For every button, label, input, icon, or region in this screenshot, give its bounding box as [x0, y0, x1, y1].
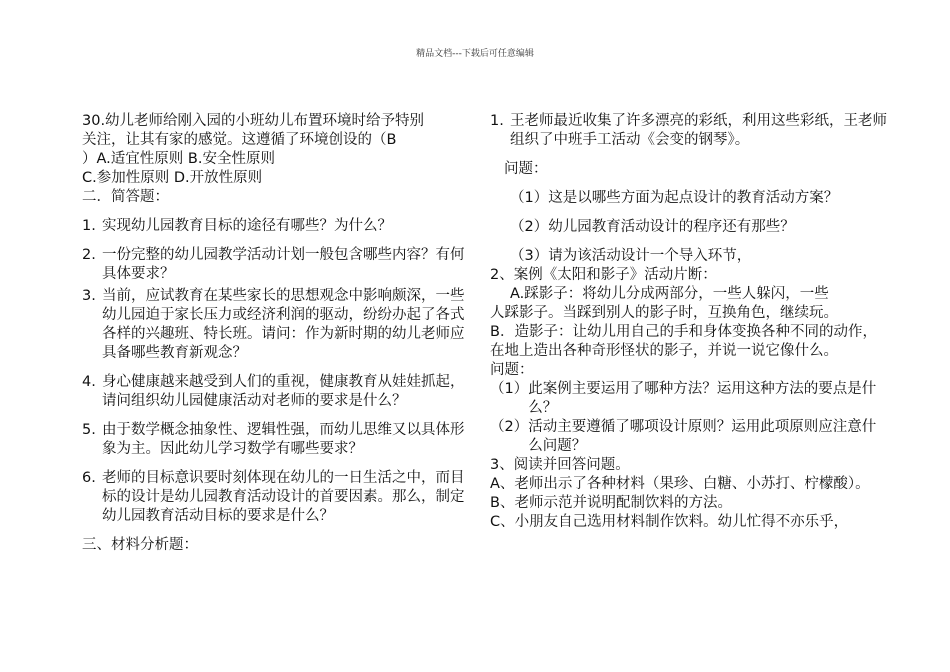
case2-part-a-line-2: 人踩影子。当踩到别人的影子时，互换角色，继续玩。 — [490, 305, 838, 321]
q30-line-4: C.参加性原则 D.开放性原则 — [82, 170, 263, 186]
case1-number: 1. — [490, 113, 504, 129]
case1 — [490, 112, 890, 150]
short-answer-item-6 — [82, 469, 472, 526]
case2-question-label: 问题： — [490, 362, 534, 378]
q30-line-3: ）A.适宜性原则 B.安全性原则 — [82, 151, 275, 167]
page-header: 精品文档---下载后可任意编辑 — [416, 49, 534, 59]
section3-title: 三、材料分析题： — [82, 537, 198, 553]
case3-part-b: B、老师示范并说明配制饮料的方法。 — [490, 495, 732, 511]
q30-line-2: 关注，让其有家的感觉。这遵循了环境创设的（B — [82, 132, 397, 148]
item-number: 6. — [82, 470, 96, 486]
short-answer-item-1 — [82, 217, 472, 236]
left-column — [82, 112, 472, 555]
item-number: 4. — [82, 374, 96, 390]
case1-question-1: （1）这是以哪些方面为起点设计的教育活动方案？ — [510, 190, 839, 206]
item-text: 实现幼儿园教育目标的途径有哪些？为什么？ — [102, 218, 392, 234]
short-answer-item-4 — [82, 373, 472, 411]
question-text: 活动主要遵循了哪项设计原则？运用此项原则应注意什么问题？ — [528, 419, 877, 454]
question-number: （2） — [490, 419, 529, 435]
section2-title: 二．简答题： — [82, 189, 169, 205]
item-text: 老师的目标意识要时刻体现在幼儿的一日生活之中，而目标的设计是幼儿园教育活动设计的首要因素。那么，制定幼儿园教育活动目标的要求是什么？ — [102, 470, 465, 524]
question-text: 此案例主要运用了哪种方法？运用这种方法的要点是什么？ — [528, 381, 877, 416]
question-number: （1） — [490, 381, 529, 397]
item-text: 由于数学概念抽象性、逻辑性强，而幼儿思维又以具体形象为主。因此幼儿学习数学有哪些要求？ — [102, 422, 465, 457]
case3-part-a: A、老师出示了各种材料（果珍、白糖、小苏打、柠檬酸）。 — [490, 476, 870, 492]
short-answer-item-2 — [82, 246, 472, 284]
item-text: 一份完整的幼儿园教学活动计划一般包含哪些内容？有何具体要求？ — [102, 247, 465, 282]
case1-question-2: （2）幼儿园教育活动设计的程序还有那些？ — [510, 219, 795, 235]
right-column — [490, 112, 890, 532]
item-number: 1. — [82, 218, 96, 234]
short-answer-item-3 — [82, 287, 472, 363]
case1-question-3: （3）请为该活动设计一个导入环节， — [510, 248, 752, 264]
case2-question-1 — [490, 380, 890, 418]
item-number: 3. — [82, 288, 96, 304]
item-number: 2. — [82, 247, 96, 263]
short-answer-item-5 — [82, 421, 472, 459]
case2-title: 2、案例《太阳和影子》活动片断： — [490, 267, 717, 283]
case1-text: 王老师最近收集了许多漂亮的彩纸，利用这些彩纸，王老师组织了中班手工活动《会变的钢琴》。 — [510, 113, 887, 148]
q30-line-1: 30.幼儿老师给刚入园的小班幼儿布置环境时给予特别 — [82, 113, 425, 129]
case2-question-2 — [490, 418, 890, 456]
case3-title: 3、阅读并回答问题。 — [490, 457, 630, 473]
item-text: 当前，应试教育在某些家长的思想观念中影响颇深，一些幼儿园迫于家长压力或经济利润的驱动，纷纷办起了各式各样的兴趣班、特长班。请问：作为新时期的幼儿老师应具备哪些教育新观念？ — [102, 288, 465, 361]
case2-part-b: B．造影子：让幼儿用自己的手和身体变换各种不同的动作，在地上造出各种奇形怪状的影子，并说一说它像什么。 — [490, 324, 877, 359]
case3-part-c: C、小朋友自己选用材料制作饮料。幼儿忙得不亦乐乎， — [490, 514, 849, 530]
case1-question-label: 问题： — [504, 161, 548, 177]
case2-part-a-line-1: A.踩影子：将幼儿分成两部分，一些人躲闪，一些 — [510, 286, 829, 302]
item-text: 身心健康越来越受到人们的重视，健康教育从娃娃抓起，请问组织幼儿园健康活动对老师的要求是什么？ — [102, 374, 465, 409]
item-number: 5. — [82, 422, 96, 438]
